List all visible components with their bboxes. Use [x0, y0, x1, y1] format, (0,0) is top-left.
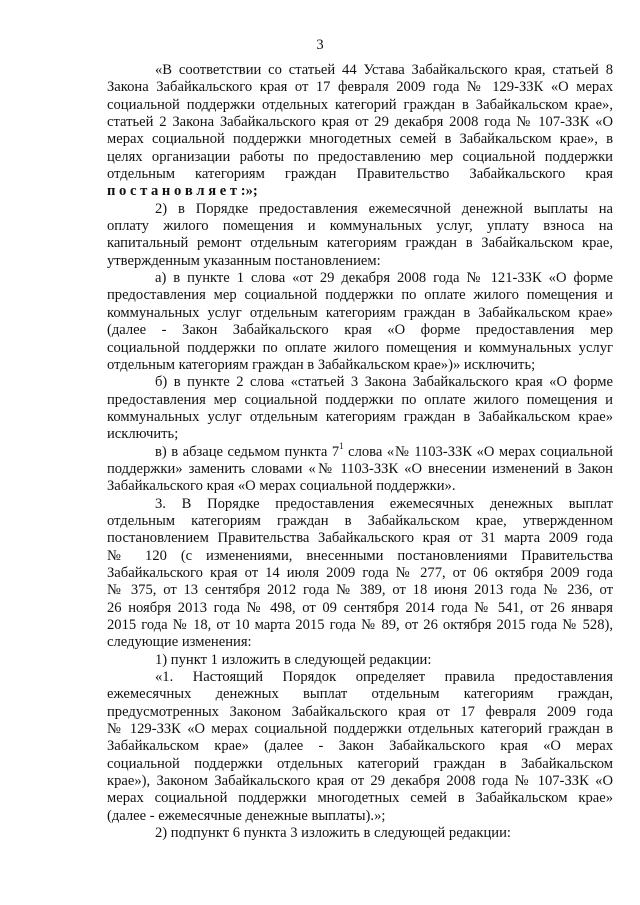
superscript: 1 — [339, 440, 344, 451]
text-line — [107, 79, 613, 96]
text-line-content: социальной поддержки отдельных категорий граждан в Забайкальском — [107, 755, 613, 772]
text-line-content: коммунальных услуг отдельным категориям граждан в Забайкальском крае» — [107, 408, 613, 425]
text-line — [107, 440, 613, 461]
text-line — [107, 617, 613, 634]
text-line-content: в) в абзаце седьмом пункта 7 — [155, 443, 340, 460]
text-line-content: отдельным категориям граждан Правительство Забайкальского края — [107, 166, 613, 183]
text-line — [107, 201, 613, 218]
text-line — [107, 357, 613, 374]
text-line-content: 3. В Порядке предоставления ежемесячных денежных выплат — [155, 495, 613, 512]
text-line-content: капитальный ремонт отдельным категориям граждан в Забайкальском крае, — [107, 235, 613, 252]
text-line-content: мерах социальной поддержки многодетных семей в Забайкальском крае», в — [107, 131, 613, 148]
text-line-content: постановлением Правительства Забайкальского края от 31 марта 2009 года — [107, 530, 613, 547]
text-line-content: Забайкальском крае» (далее - Закон Забайкальского края «О мерах — [107, 738, 613, 755]
text-line — [107, 322, 613, 339]
text-line — [107, 270, 613, 287]
text-line-content: № 129-ЗЗК «О мерах социальной поддержки отдельных категорий граждан в — [107, 721, 613, 738]
text-line — [107, 461, 613, 478]
text-line — [107, 756, 613, 773]
text-line-content: «1. Настоящий Порядок определяет правила предоставления — [155, 669, 613, 686]
text-line — [107, 530, 613, 547]
text-line-content: целях организации работы по предоставлению мер социальной поддержки — [107, 148, 613, 165]
page-number: 3 — [316, 37, 324, 53]
text-line — [107, 340, 613, 357]
text-line-content: предоставления мер социальной поддержки по оплате жилого помещения и — [107, 391, 613, 408]
text-line — [107, 652, 613, 669]
text-line — [107, 704, 613, 721]
text-line-content: исключить; — [107, 426, 179, 443]
text-line-content: Забайкальского края «О мерах социальной поддержки». — [107, 478, 456, 495]
text-line-content: социальной поддержки отдельных категорий граждан в Забайкальском крае», — [107, 96, 613, 113]
text-line — [107, 825, 613, 842]
text-line-content: социальной поддержки по оплате жилого помещения и коммунальных услуг — [107, 339, 613, 356]
text-line-content: 26 ноября 2013 года № 498, от 09 сентября 2014 года № 541, от 26 января — [107, 599, 613, 616]
text-line-content: 2) подпункт 6 пункта 3 изложить в следующей редакции: — [155, 825, 511, 842]
text-line — [107, 582, 613, 599]
text-line-content: отдельным категориям граждан в Забайкальском крае»)» исключить; — [107, 356, 536, 373]
text-line-content: 1) пункт 1 изложить в следующей редакции: — [155, 651, 432, 668]
text-line — [107, 183, 613, 200]
text-line-content: 2015 года № 18, от 10 марта 2015 года № 89, от 26 октября 2015 года № 528), — [107, 617, 613, 633]
text-line — [107, 808, 613, 825]
text-line-content: ежемесячных денежных выплат отдельным категориям граждан, — [107, 686, 613, 703]
text-line — [107, 634, 613, 651]
text-line-content: предоставления мер социальной поддержки по оплате жилого помещения и — [107, 287, 613, 304]
text-line-continuation: слова «№ 1103-ЗЗК «О мерах социальной — [343, 443, 613, 460]
text-line — [107, 426, 613, 443]
text-line — [107, 287, 613, 304]
text-line-content: коммунальных услуг отдельным категориям граждан в Забайкальском крае» — [107, 304, 613, 321]
text-line-content: статьей 2 Закона Забайкальского края от 29 декабря 2008 года № 107-ЗЗК «О — [107, 114, 613, 131]
text-line-content: Забайкальского края от 14 июля 2009 года № 277, от 06 октября 2009 года — [107, 564, 613, 581]
text-line — [107, 218, 613, 235]
text-line — [107, 548, 613, 565]
text-line — [107, 114, 613, 131]
text-line — [107, 62, 613, 79]
text-line — [107, 392, 613, 409]
text-line-content: «В соответствии со статьей 44 Устава Забайкальского края, статьей 8 — [155, 62, 613, 78]
text-line-content: Закона Забайкальского края от 17 февраля 2009 года № 129-ЗЗК «О мерах — [107, 79, 613, 96]
text-line — [107, 686, 613, 703]
text-line — [107, 409, 613, 426]
text-line-content: № 120 (с изменениями, внесенными постановлениями Правительства — [107, 547, 613, 564]
text-line-content: поддержки» заменить словами «№ 1103-ЗЗК «О внесении изменений в Закон — [107, 460, 613, 477]
document-body — [107, 62, 613, 842]
text-line — [107, 305, 613, 322]
text-line — [107, 97, 613, 114]
text-line-content: мерах социальной поддержки многодетных семей в Забайкальском крае» — [107, 790, 613, 807]
text-line-content: № 375, от 13 сентября 2012 года № 389, от 18 июня 2013 года № 236, от — [107, 582, 613, 599]
text-line-content: предусмотренных Законом Забайкальского края от 17 февраля 2009 года — [107, 703, 613, 720]
text-line — [107, 253, 613, 270]
text-line-content: (далее - ежемесячные денежные выплаты).»; — [107, 807, 386, 824]
text-line — [107, 738, 613, 755]
text-line — [107, 131, 613, 148]
text-line — [107, 513, 613, 530]
text-line — [107, 773, 613, 790]
text-line-content: п о с т а н о в л я е т :»; — [107, 183, 258, 200]
text-line — [107, 600, 613, 617]
text-line-content: отдельным категориям граждан в Забайкальском крае, утвержденном — [107, 512, 613, 529]
text-line-content: (далее - Закон Забайкальского края «О форме предоставления мер — [107, 322, 613, 339]
text-line — [107, 790, 613, 807]
text-line-content: следующие изменения: — [107, 634, 252, 651]
text-line — [107, 565, 613, 582]
text-line-content: крае»), Законом Забайкальского края от 29 декабря 2008 года № 107-ЗЗК «О — [107, 773, 613, 790]
text-line — [107, 374, 613, 391]
text-line — [107, 149, 613, 166]
text-line-content: оплату жилого помещения и коммунальных услуг, уплату взноса на — [107, 218, 613, 235]
text-line — [107, 721, 613, 738]
text-line — [107, 235, 613, 252]
text-line — [107, 166, 613, 183]
text-line-content: 2) в Порядке предоставления ежемесячной денежной выплаты на — [155, 200, 613, 217]
text-line — [107, 669, 613, 686]
text-line-content: а) в пункте 1 слова «от 29 декабря 2008 года № 121-ЗЗК «О форме — [155, 270, 613, 287]
text-line — [107, 478, 613, 495]
text-line-content: б) в пункте 2 слова «статьей 3 Закона Забайкальского края «О форме — [155, 374, 613, 391]
text-line — [107, 496, 613, 513]
text-line-content: утвержденным указанным постановлением: — [107, 252, 381, 269]
